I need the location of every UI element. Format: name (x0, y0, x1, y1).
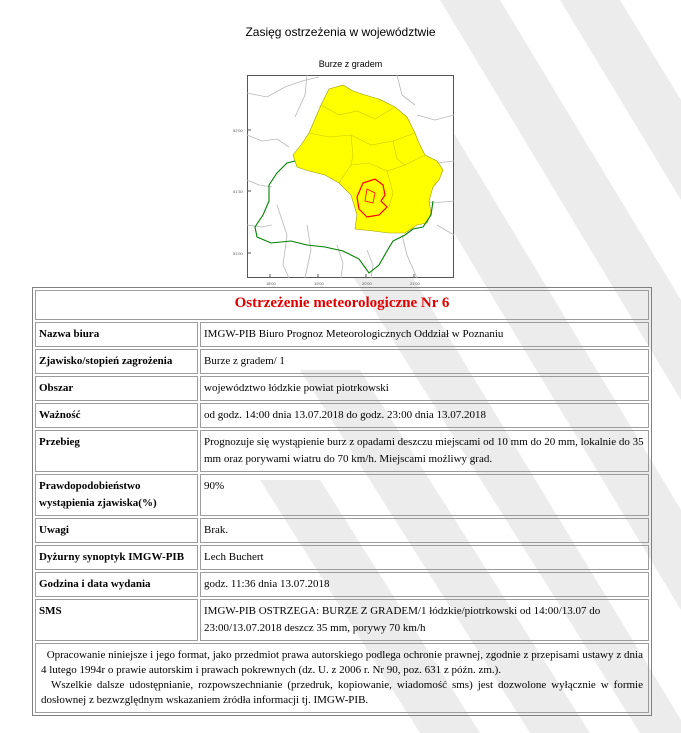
x-tick-label: 18'00 (266, 281, 276, 286)
row-label: Zjawisko/stopień zagrożenia (35, 349, 198, 374)
table-row (35, 545, 649, 570)
row-label: Obszar (35, 376, 198, 401)
x-tick-label: 21'00 (410, 281, 420, 286)
map-caption: Burze z gradem (318, 59, 383, 69)
warning-title: Ostrzeżenie meteorologiczne Nr 6 (35, 290, 649, 320)
table-row (35, 322, 649, 347)
copyright-notice (35, 643, 649, 713)
row-value: Burze z gradem/ 1 (200, 349, 649, 374)
row-label: Godzina i data wydania (35, 572, 198, 597)
table-row (35, 349, 649, 374)
row-value: IMGW-PIB OSTRZEGA: BURZE Z GRADEM/1 łódzkie/piotrkowski od 14:00/13.07 do 23:00/13.07.2018 deszcz 35 mm, porywy 70 km/h (200, 599, 649, 641)
row-value: od godz. 14:00 dnia 13.07.2018 do godz. 23:00 dnia 13.07.2018 (200, 403, 649, 428)
table-row (35, 376, 649, 401)
footer-row (35, 643, 649, 713)
table-row (35, 403, 649, 428)
warning-map (233, 75, 454, 286)
y-tick-label: 51'00 (233, 251, 243, 256)
y-tick-label: 52'00 (233, 128, 243, 133)
row-label: Przebieg (35, 430, 198, 472)
row-value: 90% (200, 474, 649, 516)
row-value: Lech Buchert (200, 545, 649, 570)
row-value: województwo łódzkie powiat piotrkowski (200, 376, 649, 401)
row-label: Uwagi (35, 518, 198, 543)
page-title: Zasięg ostrzeżenia w województwie (245, 25, 436, 39)
table-row (35, 518, 649, 543)
row-value: Brak. (200, 518, 649, 543)
row-value: Prognozuje się wystąpienie burz z opadami deszczu miejscami od 10 mm do 20 mm, lokalnie do 35 mm oraz porywami wiatru do 70 km/h. Miejscami możliwy grad. (200, 430, 649, 472)
row-label: Nazwa biura (35, 322, 198, 347)
row-value: IMGW-PIB Biuro Prognoz Meteorologicznych Oddział w Poznaniu (200, 322, 649, 347)
copyright-paragraph-2: Wszelkie dalsze udostępnianie, rozpowszechnianie (przedruk, kopiowanie, wiadomość sms) jest dozwolone wyłącznie w formie dosłownej z bezwzględnym wskazaniem źródła informacji tj. IMGW-PIB. (41, 679, 643, 706)
y-tick-label: 51'30 (233, 189, 243, 194)
row-label: Ważność (35, 403, 198, 428)
copyright-paragraph-1: Opracowanie niniejsze i jego format, jako przedmiot prawa autorskiego podlega ochronie prawnej, zgodnie z przepisami ustawy z dnia 4 lutego 1994r o prawie autorskim i prawach pokrewnych (dz. U. z 2006 r. Nr 90, poz. 631 z późn. zm.). (41, 649, 643, 676)
x-tick-label: 19'00 (314, 281, 324, 286)
row-value: godz. 11:36 dnia 13.07.2018 (200, 572, 649, 597)
row-label: SMS (35, 599, 198, 641)
row-label: Dyżurny synoptyk IMGW-PIB (35, 545, 198, 570)
table-row (35, 474, 649, 516)
row-label: Prawdopodobieństwo wystąpienia zjawiska(%) (35, 474, 198, 516)
x-tick-label: 20'00 (362, 281, 372, 286)
table-row (35, 572, 649, 597)
warning-table (32, 287, 652, 716)
map-svg (233, 75, 454, 286)
table-row (35, 599, 649, 641)
table-row (35, 430, 649, 472)
